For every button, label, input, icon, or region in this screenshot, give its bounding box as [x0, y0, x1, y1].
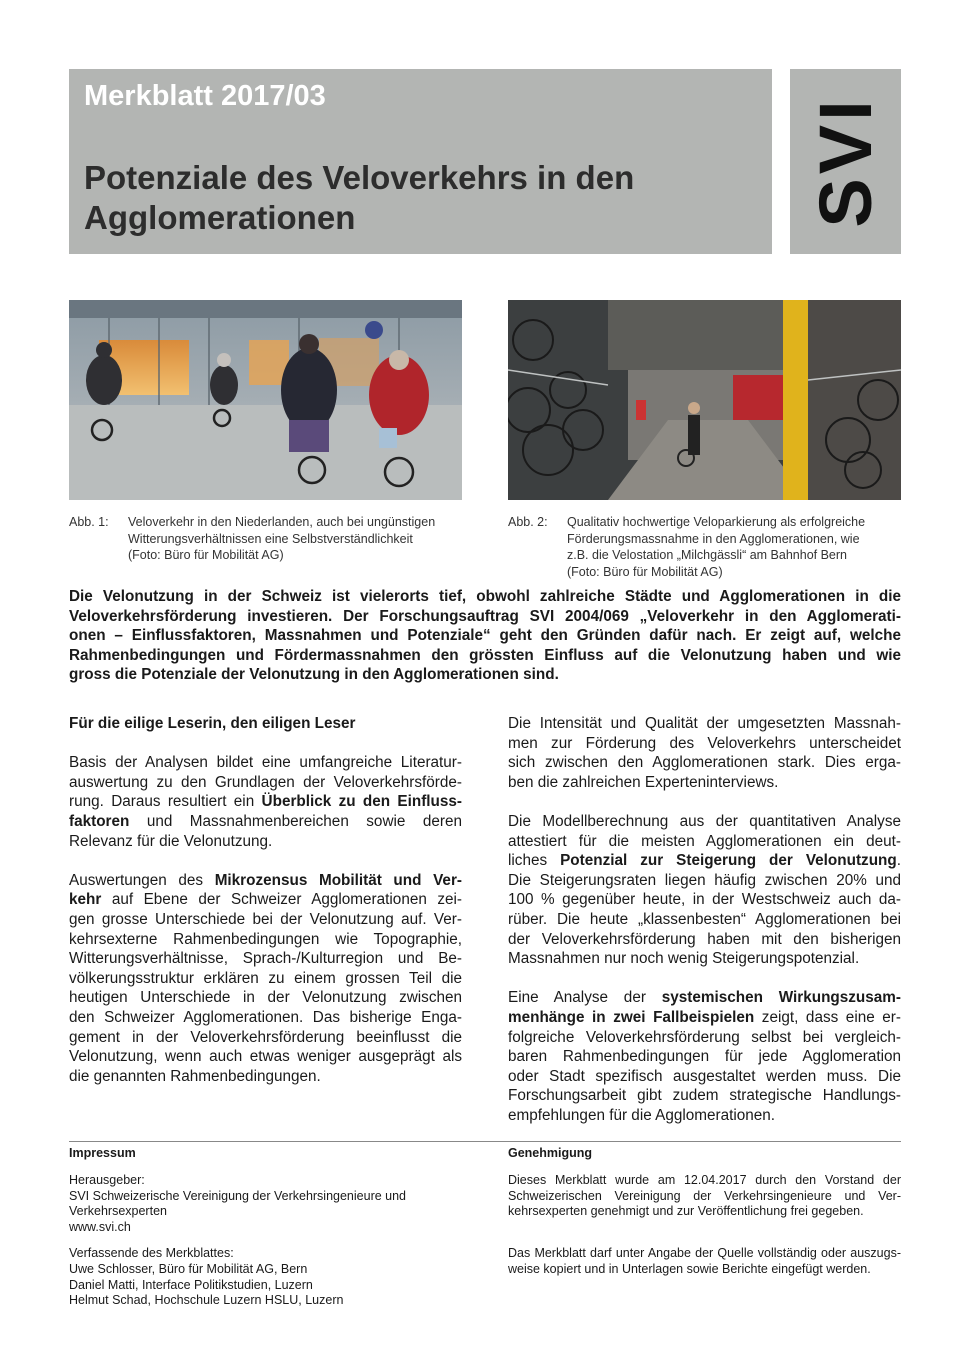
figure-label-2: Abb. 2:: [508, 515, 548, 529]
publisher-name: Verkehrsexperten: [69, 1204, 167, 1219]
right-paragraph-3: [508, 988, 901, 1125]
bold-run: Mikrozensus Mobilität und Ver-: [214, 871, 462, 889]
intro-line: onen – Einflussfaktoren, Massnahmen und Potenziale“ geht den Gründen dafür nach. Er zeigt auf, welche: [69, 627, 901, 645]
text-line: [69, 792, 462, 812]
text-line: Die Intensität und Qualität der umgesetzten Massnah-: [508, 715, 901, 732]
text-line: 100 % gegenüber heute, in der Westschweiz auch da-: [508, 891, 901, 909]
text-line: Basis der Analysen bildet eine umfangreiche Literatur-: [69, 754, 462, 772]
bold-run: faktoren: [69, 812, 130, 830]
text-run: liches: [508, 852, 561, 870]
authors-label: Verfassende des Merkblattes:: [69, 1245, 234, 1260]
intro-line: Die Velonutzung in der Schweiz ist vielerorts tief, obwohl zahlreiche Städte und Agglomerationen in die: [69, 588, 901, 605]
title-line-2: Agglomerationen: [84, 199, 356, 236]
bold-run: systemischen Wirkungszusam-: [661, 989, 901, 1007]
text-line: men zur Förderung des Veloverkehrs unterscheidet: [508, 734, 901, 752]
text-line: rüber. Die heute „klassenbesten“ Agglomerationen bei: [508, 910, 901, 928]
text-line: die genannten Rahmenbedingungen.: [69, 1067, 321, 1085]
publisher-name: SVI Schweizerische Vereinigung der Verkehrsingenieure und: [69, 1188, 407, 1203]
caption-1-line: Veloverkehr in den Niederlanden, auch bei ungünstigen: [128, 515, 436, 529]
text-line: heutigen Unterschiede in der Velonutzung zwischen: [69, 989, 462, 1007]
text-line: Die Steigerungsraten liegen häufig zwischen 20% und: [508, 871, 901, 889]
text-line: Forschungsarbeit gibt zudem strategische Handlungs-: [508, 1087, 901, 1105]
right-paragraph-1: [508, 714, 901, 792]
text-run: Eine Analyse der: [508, 989, 662, 1007]
caption-1-line: (Foto: Büro für Mobilität AG): [128, 548, 284, 562]
author-entry: Helmut Schad, Hochschule Luzern HSLU, Luzern: [69, 1293, 344, 1308]
text-line: gement in der Veloverkehrsförderung beeinflusst die: [69, 1028, 462, 1046]
caption-1-line: Witterungsverhältnissen eine Selbstverständlichkeit: [128, 531, 413, 546]
footer-divider: [69, 1141, 901, 1142]
svi-logo: [790, 69, 901, 254]
text-line: Relevanz für die Velonutzung.: [69, 832, 273, 850]
bold-run: Potenzial zur Steigerung der Velonutzung: [560, 852, 897, 870]
publisher-website-link[interactable]: www.svi.ch: [69, 1220, 131, 1235]
text-line: Schweizerischen Vereinigung der Verkehrsingenieure und Ver-: [508, 1188, 901, 1203]
intro-line: gross die Potenziale der Velonutzung in den Agglomerationen sind.: [69, 666, 559, 684]
text-run: und Massnahmenbereichen sowie deren: [129, 812, 462, 830]
text-line: Massnahmen nur noch wenig Steigerungspotenzial.: [508, 950, 860, 968]
text-line: gen grosse Unterschiede bei der Velonutzung auf. Ver-: [69, 910, 462, 928]
approval-section: [508, 1146, 901, 1288]
text-line: empfehlungen für die Agglomerationen.: [508, 1106, 776, 1124]
caption-2-line: z.B. die Velostation „Milchgässli“ am Bahnhof Bern: [567, 548, 847, 562]
text-run: rung. Daraus resultiert ein: [69, 793, 262, 811]
text-line: oder Stadt spezifisch ausgestaltet werden muss. Die: [508, 1067, 901, 1085]
text-line: [69, 890, 462, 910]
text-run: zeigt, dass eine er-: [754, 1008, 901, 1026]
text-line: auswertung zu den Grundlagen der Veloverkehrsförde-: [69, 773, 462, 791]
right-column: [508, 714, 901, 1145]
text-line: [69, 871, 462, 891]
bold-run: Überblick zu den Einfluss-: [261, 793, 463, 811]
text-line: Velonutzung, wenn auch etwas weniger ausgeprägt als: [69, 1048, 462, 1066]
bold-run: kehr: [69, 891, 102, 909]
left-paragraph-1: [69, 753, 462, 851]
text-run: auf Ebene der Schweizer Agglomerationen zei-: [101, 891, 462, 909]
text-line: sich zwischen den Agglomerationen stark. Dies erga-: [508, 754, 901, 772]
text-run: .: [896, 852, 901, 870]
intro-line: Veloverkehrsförderung investieren. Der Forschungsauftrag SVI 2004/069 „Veloverkehr in den Agglomerati-: [69, 607, 901, 625]
text-line: Witterungsverhältnisse, Sprach-/Kulturregion und Be-: [69, 950, 462, 968]
approval-paragraph-2: [508, 1246, 901, 1278]
text-line: Die Modellberechnung aus der quantitativen Analyse: [508, 812, 901, 830]
authors-block: [69, 1246, 462, 1309]
bold-run: menhänge in zwei Fallbeispielen: [508, 1008, 755, 1026]
text-line: ben die zahlreichen Experteninterviews.: [508, 773, 779, 791]
page-title: [84, 158, 734, 238]
caption-text-2: [567, 514, 865, 580]
text-line: weise kopiert und in Unterlagen sowie Berichte eingefügt werden.: [508, 1261, 871, 1276]
right-paragraph-2: [508, 812, 901, 969]
author-entry: Uwe Schlosser, Büro für Mobilität AG, Bern: [69, 1261, 308, 1276]
publisher-block: [69, 1173, 462, 1236]
text-line: [69, 812, 462, 832]
left-paragraph-2: [69, 871, 462, 1087]
text-line: kehrsexperten genehmigt und zur Veröffentlichung frei gegeben.: [508, 1204, 864, 1219]
logo-text: SVI: [803, 95, 887, 228]
text-line: kehrsexterne Rahmenbedingungen wie Topographie,: [69, 930, 462, 948]
text-line: attestiert für die meisten Agglomerationen ein deut-: [508, 832, 901, 850]
text-line: den Schweizer Agglomerationen. Das bisherige Enga-: [69, 1008, 462, 1026]
figure-caption-2: [508, 514, 865, 580]
text-run: Auswertungen des: [69, 871, 215, 889]
text-line: baren Rahmenbedingungen für jede Agglomeration: [508, 1048, 901, 1066]
impressum-section: [69, 1146, 462, 1319]
section-heading: Für die eilige Leserin, den eiligen Leser: [69, 715, 356, 732]
approval-paragraph-1: [508, 1173, 901, 1220]
text-line: der Veloverkehrsförderung haben mit den bisherigen: [508, 930, 901, 948]
caption-2-line: Qualitativ hochwertige Veloparkierung als erfolgreiche: [567, 515, 866, 529]
intro-paragraph: [69, 587, 901, 685]
intro-line: Rahmenbedingungen und Fördermassnahmen den grössten Einfluss auf die Velonutzung haben und wie: [69, 646, 901, 664]
author-entry: Daniel Matti, Interface Politikstudien, Luzern: [69, 1277, 313, 1292]
approval-heading: Genehmigung: [508, 1146, 593, 1160]
caption-2-line: (Foto: Büro für Mobilität AG): [567, 564, 723, 579]
text-line: Das Merkblatt darf unter Angabe der Quelle vollständig oder auszugs-: [508, 1246, 901, 1261]
left-column: [69, 714, 462, 1106]
text-line: folgreiche Veloverkehrsförderung selbst bei vergleich-: [508, 1028, 901, 1046]
caption-text-1: [128, 514, 435, 564]
impressum-heading: Impressum: [69, 1146, 136, 1160]
figure-label-1: Abb. 1:: [69, 515, 109, 529]
photo-cyclists-rain: [69, 300, 462, 500]
photo-bike-parking: [508, 300, 901, 500]
title-line-1: Potenziale des Veloverkehrs in den: [84, 159, 635, 196]
text-line: völkerungsstruktur erklären zu einem grossen Teil die: [69, 969, 462, 987]
text-line: Dieses Merkblatt wurde am 12.04.2017 durch den Vorstand der: [508, 1172, 901, 1187]
text-line: [508, 851, 901, 871]
figure-caption-1: [69, 514, 435, 564]
publisher-label: Herausgeber:: [69, 1172, 145, 1187]
document-id: Merkblatt 2017/03: [84, 80, 326, 112]
text-line: [508, 988, 901, 1008]
caption-2-line: Förderungsmassnahme in den Agglomerationen, wie: [567, 531, 860, 546]
text-line: [508, 1008, 901, 1028]
